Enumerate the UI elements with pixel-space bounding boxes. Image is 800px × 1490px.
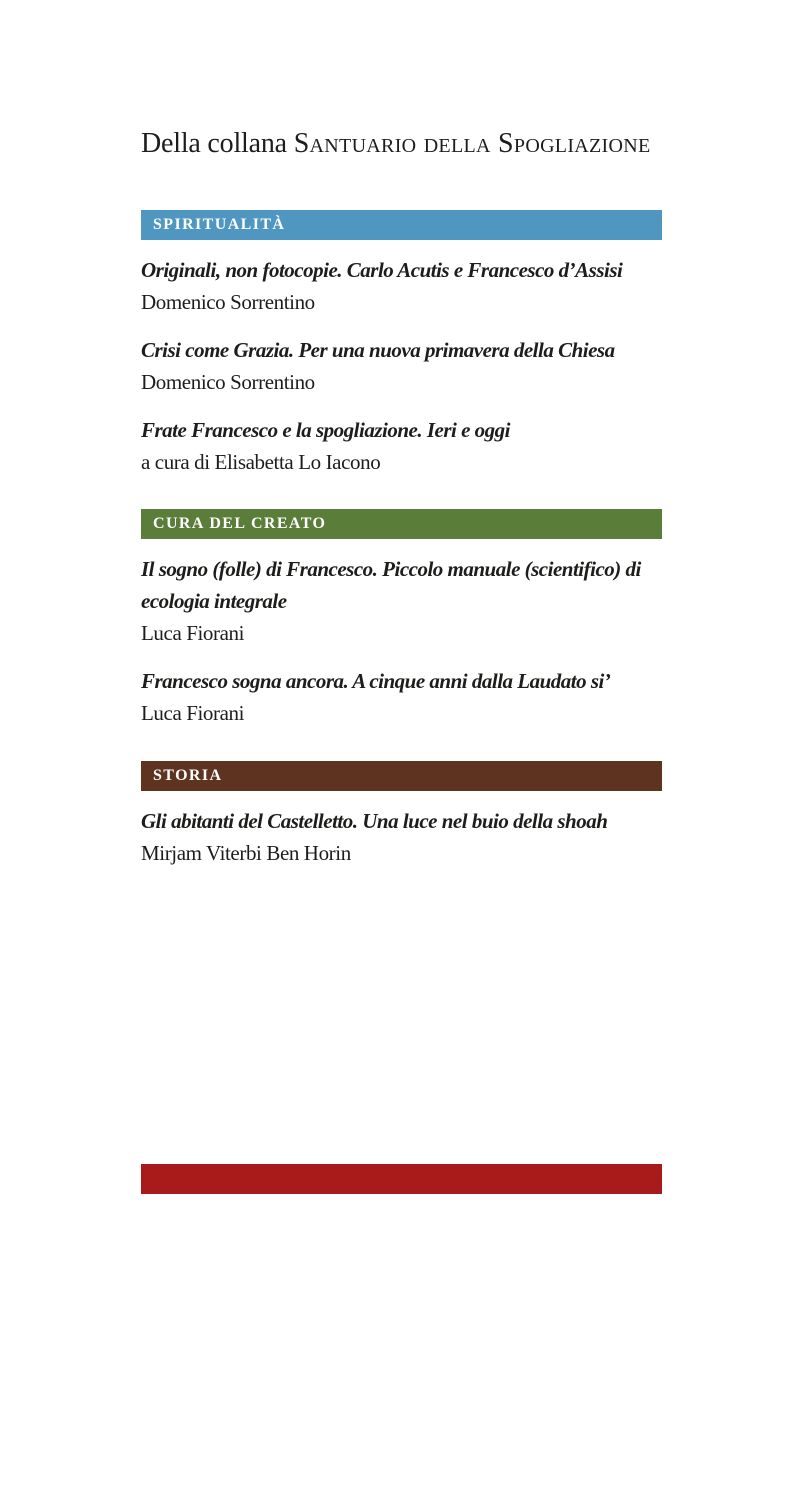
section-heading-band: STORIA (141, 761, 662, 791)
book-author: a cura di Elisabetta Lo Iacono (141, 450, 381, 474)
section-heading-band: CURA DEL CREATO (141, 509, 662, 539)
book-title: Francesco sogna ancora. A cinque anni dalla Laudato si’ (141, 669, 611, 693)
book-title: Originali, non fotocopie. Carlo Acutis e Francesco d’Assisi (141, 258, 623, 282)
section-spiritualita (141, 210, 662, 478)
page-title (141, 124, 701, 164)
book-title: Frate Francesco e la spogliazione. Ieri e oggi (141, 418, 510, 442)
book-author: Domenico Sorrentino (141, 290, 315, 314)
book-title: Gli abitanti del Castelletto. Una luce nel buio della shoah (141, 809, 608, 833)
book-title: Il sogno (folle) di Francesco. Piccolo manuale (scientifico) di ecologia integrale (141, 557, 641, 613)
book-entry (141, 414, 662, 478)
book-author: Mirjam Viterbi Ben Horin (141, 841, 351, 865)
book-entry (141, 254, 662, 318)
title-prefix: Della collana (141, 128, 294, 159)
section-cura-del-creato (141, 509, 662, 729)
series-name: Santuario della Spogliazione (293, 128, 651, 159)
section-storia (141, 761, 662, 869)
book-author: Domenico Sorrentino (141, 370, 315, 394)
book-author: Luca Fiorani (141, 701, 245, 725)
book-entry (141, 665, 662, 729)
bottom-color-bar (141, 1164, 662, 1194)
book-entry (141, 553, 662, 649)
book-entry (141, 805, 662, 869)
book-author: Luca Fiorani (141, 621, 245, 645)
book-title: Crisi come Grazia. Per una nuova primavera della Chiesa (141, 338, 615, 362)
book-entry (141, 334, 662, 398)
section-heading-band: SPIRITUALITÀ (141, 210, 662, 240)
